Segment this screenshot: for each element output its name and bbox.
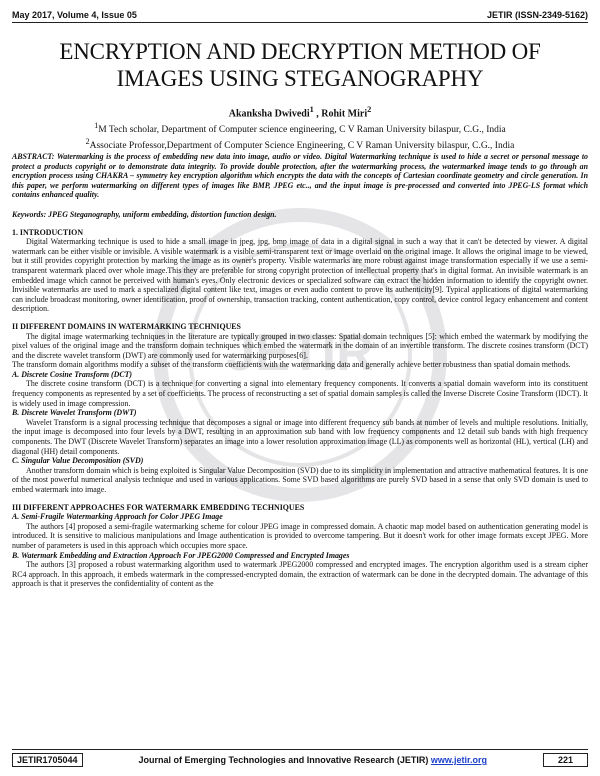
- watermark-text: JETIR: [226, 324, 374, 382]
- journal-title: Journal of Emerging Technologies and Innovative Research (JETIR): [138, 755, 429, 765]
- author-1: Akanksha Dwivedi: [228, 108, 310, 120]
- section-2c-heading: C. Singular Value Decomposition (SVD): [12, 456, 144, 466]
- journal-link[interactable]: www.jetir.org: [430, 755, 488, 765]
- section-3b-heading: B. Watermark Embedding and Extraction Approach For JPEG2000 Compressed and Encrypted Images: [12, 550, 350, 560]
- author-names: [20, 104, 580, 120]
- author-1-mark: 1: [309, 105, 314, 114]
- paper-id: JETIR1705044: [12, 753, 83, 767]
- affiliation-1-mark: 1: [94, 121, 99, 131]
- section-3a-paragraph: The authors [4] proposed a semi-fragile watermarking scheme for colour JPEG image in compressed domain. A chaotic map model based on authentication generating model is introduced. It is sensitive to malicious manipulations and Image authentication is provided to overcome tampering. But it doesn't work for other image formats except JPEG. More number of parameters is used in this approach which occupies more space.: [12, 521, 588, 550]
- affiliation-1-text: M Tech scholar, Department of Computer science engineering, C V Raman University bilaspur, C.G., India: [98, 125, 506, 136]
- issn-info: JETIR (ISSN-2349-5162): [486, 10, 588, 20]
- section-3-heading: III DIFFERENT APPROACHES FOR WATERMARK EMBEDDING TECHNIQUES: [12, 502, 305, 512]
- section-2c-paragraph: Another transform domain which is being exploited is Singular Value Decomposition (SVD) due to its simplicity in implementation and attractive mathematical features. It is one of the most powerful numerical analysis technique and used in various applications. Some SVD based algorithms are purely SVD based in a sense that only SVD domain is used to embed watermark into image.: [12, 465, 588, 494]
- section-2b-paragraph: Wavelet Transform is a signal processing technique that decomposes a signal or image into different frequency sub bands at number of levels and multiple resolutions. Initially, the input image is decomposed into four levels by a DWT, resulting in an approximation sub band with low frequency components and 12 detail sub bands with high frequency components. The DWT (Discrete Wavelet Transform) separates an image into a lower resolution approximation image (LL) as components well as horizontal (HL), vertical (LH) and diagonal (HH) detail components.: [12, 417, 588, 456]
- page-number: 221: [543, 753, 588, 767]
- header-rule: [12, 22, 588, 23]
- author-2-mark: 2: [367, 105, 372, 114]
- section-2b-heading: B. Discrete Wavelet Transform (DWT): [12, 408, 137, 418]
- body-content: [12, 152, 588, 589]
- keywords: Keywords: JPEG Steganography, uniform embedding, distortion function design.: [12, 209, 277, 219]
- section-3b-paragraph: The authors [3] proposed a robust watermarking algorithm used to watermark JPEG2000 compressed and encrypted images. The encryption algorithm used is a stream cipher RC4 approach. In this approach, it embeds watermark in the compressed-encrypted domain, the extraction of watermark can be done in the decrypted domain. The advantage of this approach is that it preserves the confidentiality of content as the: [12, 560, 588, 589]
- affiliation-2: [20, 136, 580, 152]
- affiliation-2-mark: 2: [85, 137, 90, 147]
- author-block: [20, 104, 580, 153]
- running-header: [12, 8, 588, 22]
- paper-title: [20, 38, 580, 92]
- section-2-paragraph-2: The transform domain algorithms modify a subset of the transform coefficients with the watermarking data and generally achieve better robustness than spatial domain methods.: [12, 360, 571, 370]
- section-2-paragraph-1: The digital image watermarking techniques in the literature are typically grouped in two classes: Spatial domain techniques [5]: which embed the watermark by modifying the pixel values of the original image and the transform domain techniques which embed the watermark in the domain of an invertible transform. The discrete cosines transform (DCT) and the discrete wavelet transform (DWT) are commonly used for watermarking purposes[6].: [12, 331, 588, 360]
- section-2a-heading: A. Discrete Cosine Transform (DCT): [12, 369, 133, 379]
- section-1-heading: 1. INTRODUCTION: [12, 227, 84, 237]
- section-1-paragraph: Digital Watermarking technique is used to hide a small image in jpeg, jpg, bmp image of data in a digital signal in such a way that it can't be detected by viewer. A digital watermark can be either visible or invisible. A visible watermark is a visible semi-transparent text or image overlaid on the original image. It allows the original image to be viewed, but it still provides copyright protection by marking the image as its owner's property. Visible watermarks are more robust against image transformation especially if we use a semi-transparent watermark placed over whole image.This they are preferable for strong copyright protection of intellectual property that's in digital format. An invisible watermark is an embedded image which cannot be perceived with human's eyes. Only electronic devices or specialized software can extract the hidden information to identify the copyright owner. Invisible watermarks are used to mark a specialized digital content like text, images or even audio content to prove its authenticity[9]. Typical applications of digital watermarking can include broadcast monitoring, owner identification, proof of ownership, transaction tracking, content authentication, copy control, device control legacy enhancement and content description.: [12, 237, 588, 314]
- section-2a-paragraph: The discrete cosine transform (DCT) is a technique for converting a signal into elementary frequency components. It converts a spatial domain waveform into its constituent frequency components as represented by a set of coefficients. The process of reconstructing a set of spatial domain samples is called the Inverse Discrete Cosine Transform (IDCT). It is widely used in image compression.: [12, 379, 588, 408]
- footer-rule: [12, 749, 588, 750]
- page-footer: [12, 752, 588, 768]
- issue-info: May 2017, Volume 4, Issue 05: [12, 10, 137, 20]
- affiliation-1: [20, 120, 580, 136]
- journal-name: [83, 755, 543, 765]
- author-2: , Rohit Miri: [313, 108, 368, 120]
- affiliation-2-text: Associate Professor,Department of Computer Science Engineering, C V Raman University bilaspur, C.G., India: [89, 141, 515, 152]
- title-line-1: ENCRYPTION AND DECRYPTION METHOD OF: [59, 39, 541, 64]
- title-line-2: IMAGES USING STEGANOGRAPHY: [116, 66, 484, 91]
- abstract: ABSTRACT: Watermarking is the process of embedding new data into image, audio or video. Digital Watermarking technique is used to hide a secret or personal message to protect a products copyright or to demonstrate data integrity. To provide double protection, after the watermarking process, the watermarked image tends to go through an encryption process using CHAKRA – symmetry key encryption algorithm which encrypts the data with the concepts of Cartesian coordinate geometry and circle generation. In this paper, we perform watermarking on different types of images like BMP, JPEG etc.., and the input image is pre-processed and converted into JPEG-LS format which contains enhanced quality.: [12, 152, 588, 200]
- section-3a-heading: A. Semi-Fragile Watermarking Approach for Color JPEG Image: [12, 512, 223, 522]
- section-2-heading: II DIFFERENT DOMAINS IN WATERMARKING TECHNIQUES: [12, 321, 241, 331]
